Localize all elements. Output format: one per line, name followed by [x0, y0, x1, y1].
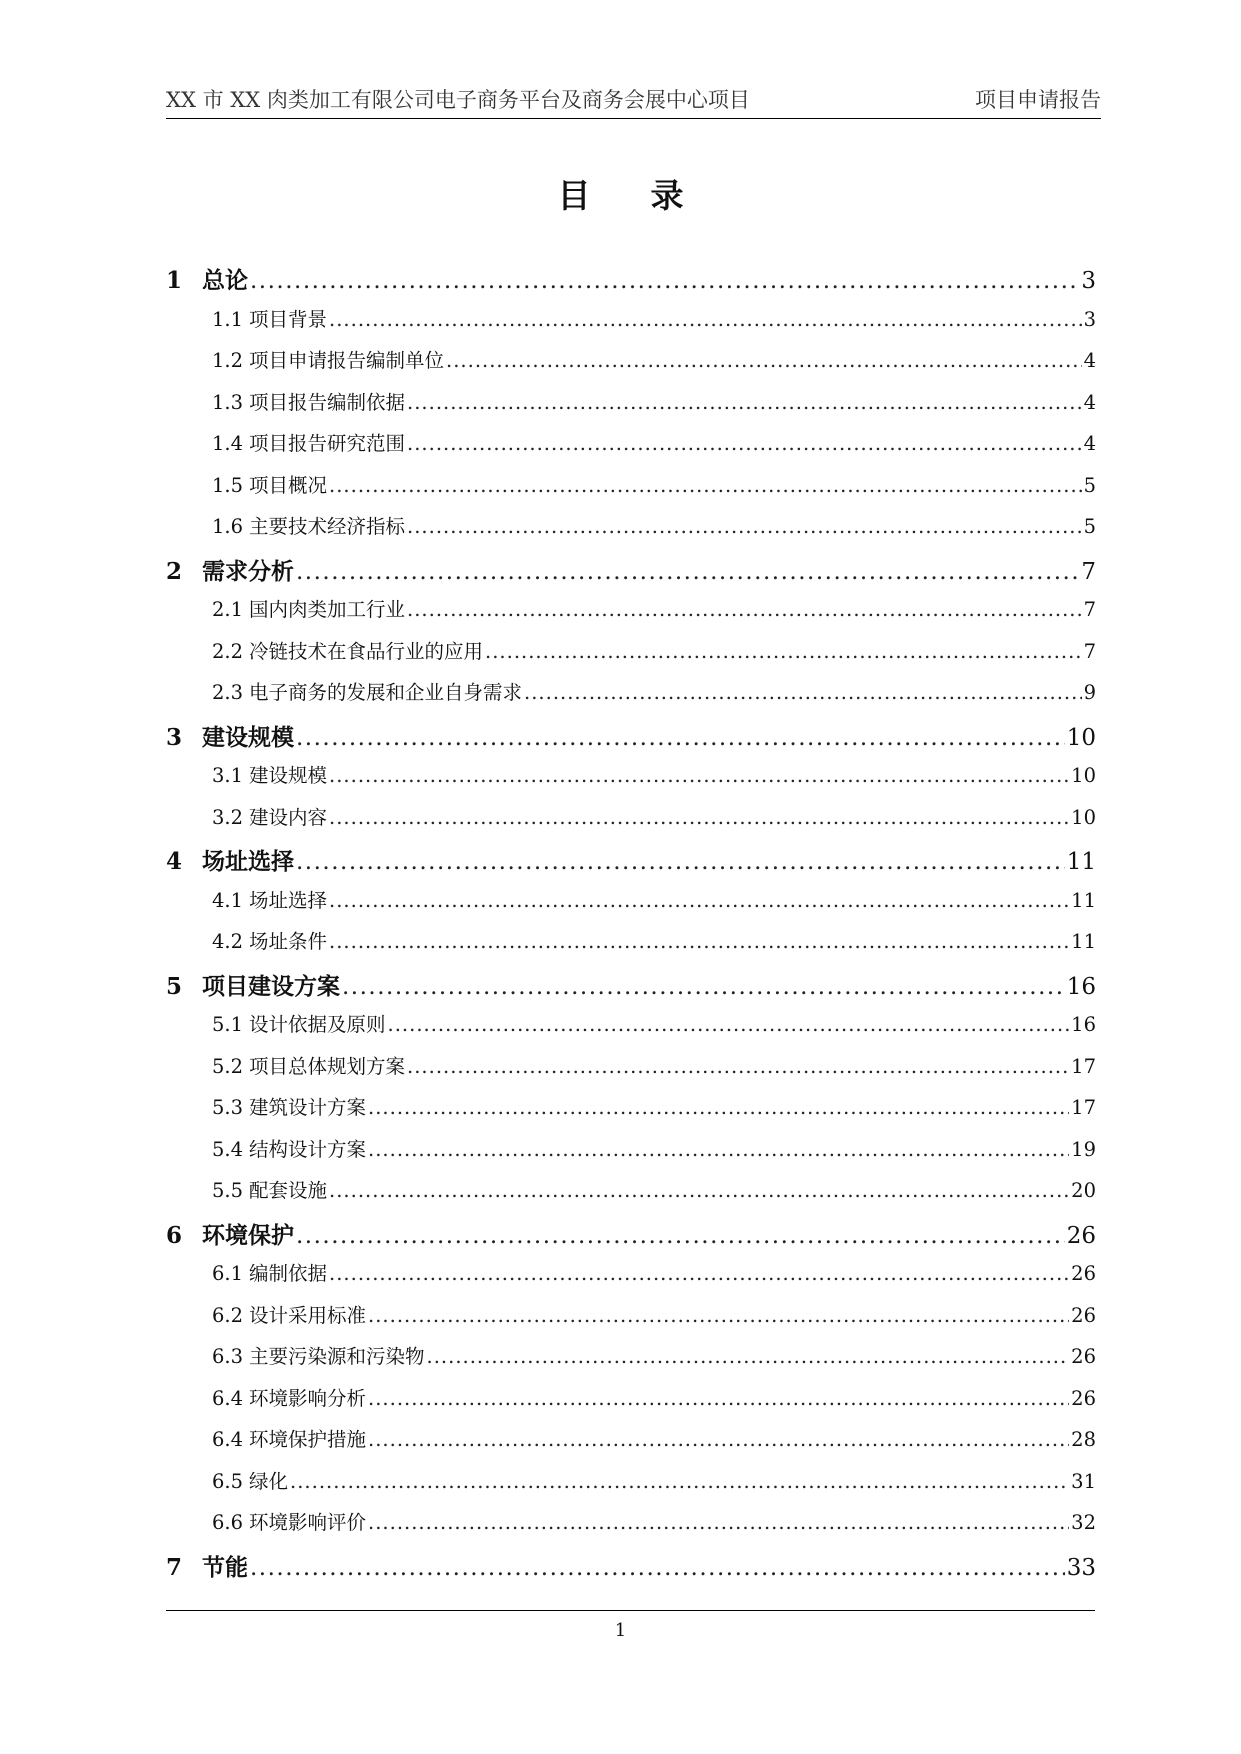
toc-leader-dots: [368, 1511, 1069, 1534]
toc-entry-page: 5: [1083, 515, 1096, 538]
toc-entry-title: 项目背景: [249, 307, 328, 331]
toc-title-char: 目: [557, 176, 621, 215]
toc-entry-title: 环境影响分析: [249, 1386, 367, 1410]
toc-section-entry[interactable]: [166, 802, 1096, 844]
toc-entry-title: 场址条件: [249, 930, 328, 953]
toc-section-entry[interactable]: [166, 345, 1096, 387]
toc-entry-page: 26: [1071, 1262, 1096, 1285]
toc-leader-dots: [368, 1096, 1069, 1119]
toc-section-entry[interactable]: [166, 1466, 1096, 1508]
toc-entry-page: 32: [1071, 1511, 1096, 1534]
toc-entry-page: 19: [1071, 1137, 1096, 1161]
toc-entry-title: 设计采用标准: [249, 1303, 367, 1327]
toc-entry-number: 3.1: [212, 764, 244, 787]
toc-title-char: 录: [650, 176, 714, 215]
toc-entry-title: 配套设施: [249, 1179, 328, 1202]
toc-entry-number: 5.1: [212, 1013, 244, 1036]
toc-entry-title: 绿化: [249, 1469, 289, 1493]
toc-entry-number: 5.2: [212, 1054, 244, 1078]
toc-entry-number: 4.2: [212, 930, 244, 953]
toc-entry-number: 1.6: [212, 515, 244, 538]
toc-entry-page: 17: [1071, 1054, 1096, 1078]
toc-entry-title: 节能: [202, 1553, 248, 1581]
toc-leader-dots: [329, 474, 1082, 497]
toc-section-entry[interactable]: [166, 885, 1096, 927]
toc-leader-dots: [446, 349, 1082, 372]
toc-section-entry[interactable]: [166, 1341, 1096, 1383]
toc-entry-title: 主要污染源和污染物: [249, 1345, 425, 1368]
toc-section-entry[interactable]: [166, 677, 1096, 719]
toc-leader-dots: [329, 1262, 1069, 1285]
toc-entry-number: 4: [166, 848, 183, 875]
toc-leader-dots: [407, 1055, 1069, 1078]
toc-entry-number: 2.3: [212, 681, 244, 704]
toc-entry-number: 4.1: [212, 888, 244, 912]
toc-entry-title: 项目建设方案: [202, 972, 340, 1000]
toc-entry-number: 1.5: [212, 473, 244, 497]
toc-entry-title: 设计依据及原则: [249, 1013, 386, 1036]
toc-entry-number: 7: [166, 1553, 183, 1581]
toc-entry-title: 项目概况: [249, 473, 328, 497]
toc-chapter-entry[interactable]: [166, 968, 1096, 1010]
toc-entry-number: 5: [166, 972, 183, 1000]
toc-entry-number: 6.6: [212, 1511, 244, 1534]
toc-entry-page: 31: [1071, 1469, 1096, 1493]
toc-entry-page: 28: [1071, 1428, 1096, 1451]
toc-section-entry[interactable]: [166, 636, 1096, 678]
toc-entry-title: 项目总体规划方案: [249, 1054, 406, 1078]
header-report-type: 项目申请报告: [975, 88, 1101, 112]
toc-entry-title: 电子商务的发展和企业自身需求: [249, 681, 523, 704]
toc-entry-number: 5.3: [212, 1096, 244, 1119]
toc-entry-title: 环境保护措施: [249, 1428, 367, 1451]
toc-section-entry[interactable]: [166, 387, 1096, 429]
toc-entry-title: 建设规模: [249, 764, 328, 787]
toc-entry-title: 项目报告研究范围: [249, 432, 406, 455]
toc-entry-title: 场址选择: [249, 888, 328, 912]
toc-chapter-entry[interactable]: [166, 1549, 1096, 1591]
toc-entry-number: 6.1: [212, 1262, 244, 1285]
toc-title: [0, 170, 1241, 217]
toc-entry-page: 11: [1071, 888, 1096, 912]
toc-entry-title: 主要技术经济指标: [249, 515, 406, 538]
toc-entry-page: 16: [1066, 973, 1096, 1000]
toc-leader-dots: [407, 391, 1082, 414]
toc-entry-title: 冷链技术在食品行业的应用: [249, 639, 484, 663]
toc-entry-title: 总论: [202, 267, 248, 294]
toc-leader-dots: [290, 1470, 1069, 1493]
toc-entry-number: 2.2: [212, 639, 244, 663]
toc-entry-page: 20: [1071, 1179, 1096, 1202]
toc-entry-page: 26: [1071, 1345, 1096, 1368]
toc-entry-page: 10: [1066, 724, 1096, 751]
toc-entry-title: 建筑设计方案: [249, 1096, 367, 1119]
toc-entry-title: 需求分析: [202, 557, 294, 585]
toc-leader-dots: [388, 1013, 1070, 1036]
toc-section-entry[interactable]: [166, 511, 1096, 553]
toc-section-entry[interactable]: [166, 1424, 1096, 1466]
toc-leader-dots: [368, 1428, 1069, 1451]
toc-section-entry[interactable]: [166, 1009, 1096, 1051]
toc-entry-page: 5: [1083, 473, 1096, 497]
toc-leader-dots: [296, 1223, 1065, 1249]
page-header: [166, 86, 1101, 119]
toc-entry-title: 建设规模: [202, 723, 294, 751]
toc-entry-page: 10: [1071, 805, 1096, 829]
toc-entry-number: 1: [166, 267, 183, 294]
toc-entry-number: 2: [166, 557, 183, 585]
toc-leader-dots: [296, 559, 1079, 585]
toc-leader-dots: [329, 930, 1069, 953]
toc-leader-dots: [407, 598, 1082, 621]
toc-section-entry[interactable]: [166, 594, 1096, 636]
toc-leader-dots: [368, 1138, 1069, 1161]
toc-entry-title: 环境保护: [202, 1221, 294, 1249]
toc-section-entry[interactable]: [166, 1134, 1096, 1176]
toc-entry-number: 3.2: [212, 805, 244, 829]
toc-entry-title: 项目报告编制依据: [249, 390, 406, 414]
toc-entry-page: 7: [1083, 639, 1096, 663]
toc-entry-title: 建设内容: [249, 805, 328, 829]
toc-section-entry[interactable]: [166, 1092, 1096, 1134]
toc-entry-title: 国内肉类加工行业: [249, 598, 406, 621]
toc-chapter-entry[interactable]: [166, 843, 1096, 885]
toc-chapter-entry[interactable]: [166, 719, 1096, 761]
toc-section-entry[interactable]: [166, 428, 1096, 470]
toc-entry-page: 26: [1066, 1222, 1096, 1249]
toc-section-entry[interactable]: [166, 1300, 1096, 1342]
toc-entry-page: 11: [1071, 930, 1096, 953]
toc-entry-page: 9: [1083, 681, 1096, 704]
toc-section-entry[interactable]: [166, 1258, 1096, 1300]
toc-entry-page: 4: [1083, 349, 1096, 372]
toc-entry-page: 3: [1083, 307, 1096, 331]
toc-entry-page: 16: [1071, 1013, 1096, 1036]
toc-leader-dots: [368, 1387, 1069, 1410]
footer-divider: [166, 1610, 1095, 1611]
toc-entry-page: 17: [1071, 1096, 1096, 1119]
toc-section-entry[interactable]: [166, 1383, 1096, 1425]
toc-section-entry[interactable]: [166, 470, 1096, 512]
toc-entry-page: 4: [1083, 432, 1096, 455]
toc-chapter-entry[interactable]: [166, 262, 1096, 304]
toc-entry-number: 6.4: [212, 1428, 244, 1451]
toc-entry-number: 1.1: [212, 307, 244, 331]
header-project-title: XX 市 XX 肉类加工有限公司电子商务平台及商务会展中心项目: [166, 88, 750, 112]
toc-section-entry[interactable]: [166, 926, 1096, 968]
toc-entry-number: 6.2: [212, 1303, 244, 1327]
page-number: 1: [614, 1620, 627, 1641]
toc-section-entry[interactable]: [166, 1175, 1096, 1217]
toc-entry-page: 33: [1066, 1554, 1096, 1581]
toc-section-entry[interactable]: [166, 760, 1096, 802]
toc-entry-number: 5.5: [212, 1179, 244, 1202]
toc-section-entry[interactable]: [166, 304, 1096, 346]
toc-chapter-entry[interactable]: [166, 1217, 1096, 1259]
toc-leader-dots: [329, 806, 1069, 829]
toc-leader-dots: [329, 764, 1069, 787]
toc-entry-number: 5.4: [212, 1137, 244, 1161]
toc-leader-dots: [250, 268, 1079, 294]
toc-leader-dots: [368, 1304, 1069, 1327]
toc-leader-dots: [524, 681, 1082, 704]
toc-leader-dots: [342, 974, 1065, 1000]
toc-entry-page: 3: [1081, 268, 1096, 294]
toc-entry-number: 1.3: [212, 390, 244, 414]
toc-leader-dots: [296, 725, 1065, 751]
toc-leader-dots: [329, 889, 1069, 912]
toc-entry-title: 编制依据: [249, 1262, 328, 1285]
toc-entry-number: 6.5: [212, 1469, 244, 1493]
toc-entry-page: 11: [1066, 849, 1096, 875]
toc-leader-dots: [407, 432, 1082, 455]
toc-entry-title: 场址选择: [202, 848, 294, 875]
toc-entry-page: 7: [1081, 558, 1096, 585]
table-of-contents: [166, 262, 1096, 1590]
toc-leader-dots: [427, 1345, 1070, 1368]
toc-leader-dots: [250, 1555, 1065, 1581]
toc-entry-number: 2.1: [212, 598, 244, 621]
toc-entry-number: 6.3: [212, 1345, 244, 1368]
toc-entry-page: 10: [1071, 764, 1096, 787]
toc-entry-number: 1.2: [212, 349, 244, 372]
toc-section-entry[interactable]: [166, 1507, 1096, 1549]
toc-entry-number: 1.4: [212, 432, 244, 455]
toc-leader-dots: [329, 308, 1082, 331]
toc-leader-dots: [407, 515, 1082, 538]
toc-entry-number: 6: [166, 1221, 183, 1249]
toc-entry-page: 7: [1083, 598, 1096, 621]
toc-entry-number: 3: [166, 723, 183, 751]
toc-entry-title: 结构设计方案: [249, 1137, 367, 1161]
toc-entry-number: 6.4: [212, 1386, 244, 1410]
toc-leader-dots: [329, 1179, 1069, 1202]
toc-chapter-entry[interactable]: [166, 553, 1096, 595]
toc-section-entry[interactable]: [166, 1051, 1096, 1093]
toc-entry-title: 项目申请报告编制单位: [249, 349, 445, 372]
toc-entry-page: 4: [1083, 390, 1096, 414]
toc-leader-dots: [296, 849, 1065, 875]
toc-entry-title: 环境影响评价: [249, 1511, 367, 1534]
toc-leader-dots: [485, 640, 1082, 663]
toc-entry-page: 26: [1071, 1386, 1096, 1410]
toc-entry-page: 26: [1071, 1303, 1096, 1327]
